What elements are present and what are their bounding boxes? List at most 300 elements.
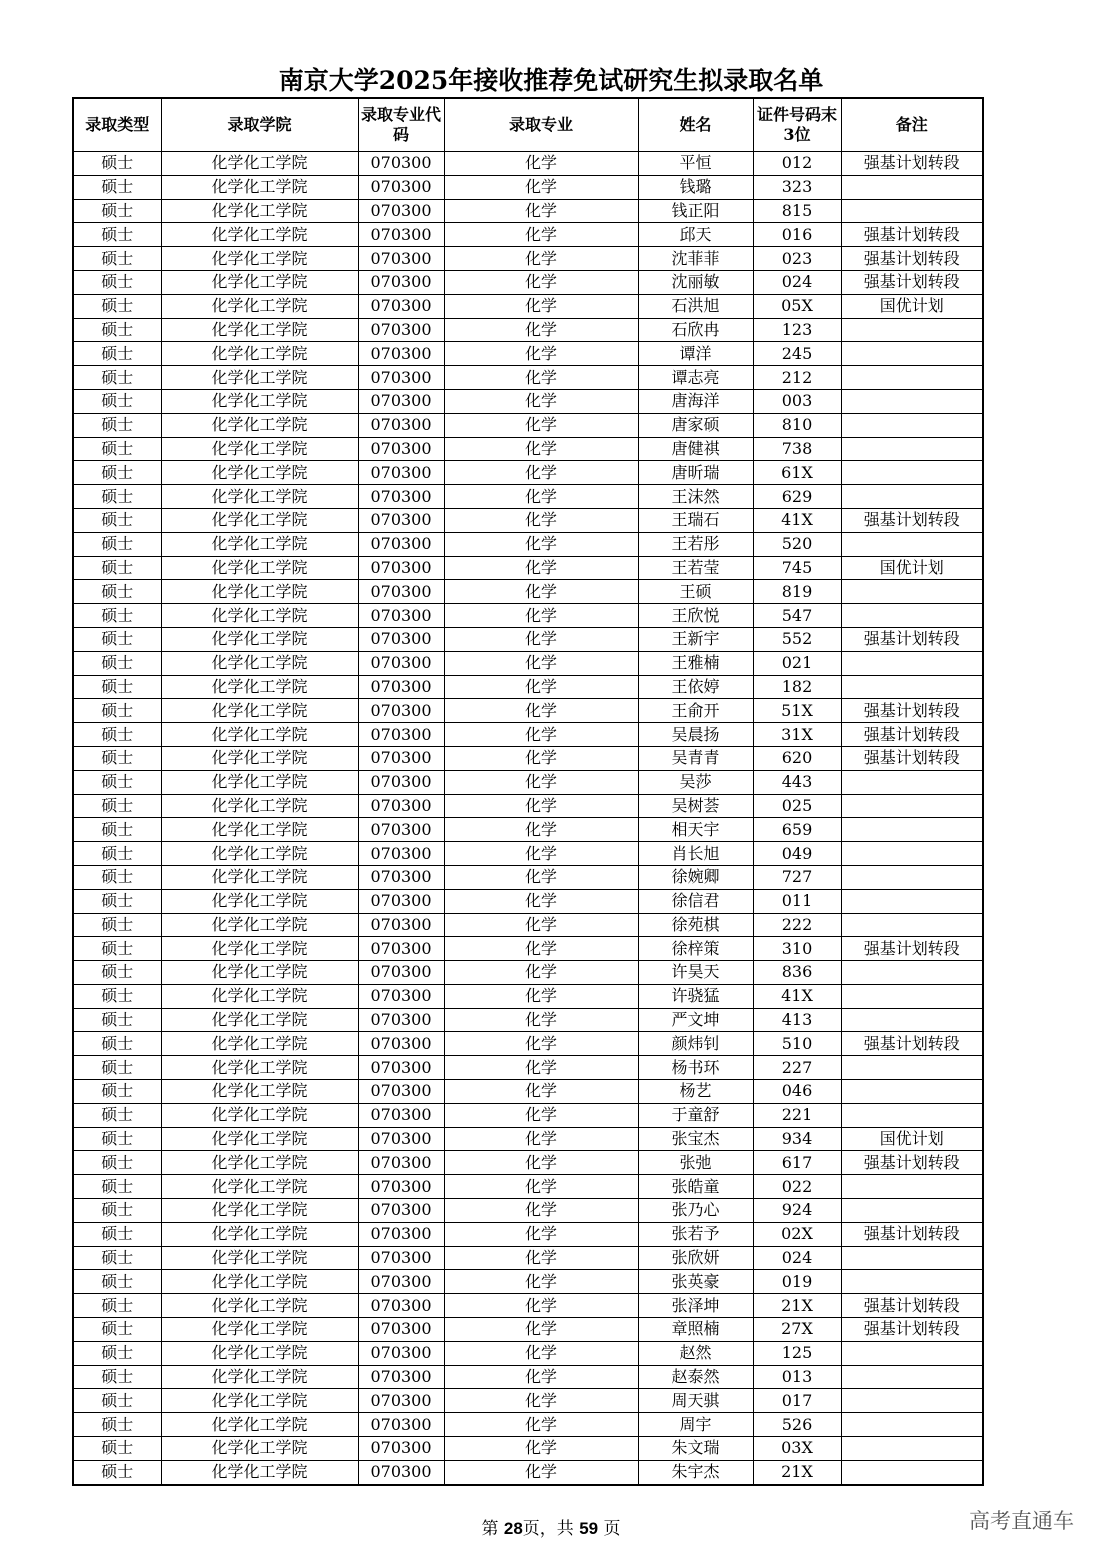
cell-major-code: 070300: [358, 199, 444, 223]
cell-major-code: 070300: [358, 1175, 444, 1199]
table-row: [73, 937, 983, 961]
cell-major-code: 070300: [358, 699, 444, 723]
cell-major-code: 070300: [358, 794, 444, 818]
cell-remark: [841, 865, 983, 889]
cell-admission-type: 硕士: [73, 508, 161, 532]
cell-major-code: 070300: [358, 175, 444, 199]
cell-major: 化学: [444, 1008, 638, 1032]
cell-remark: [841, 1270, 983, 1294]
cell-major: 化学: [444, 556, 638, 580]
cell-remark: [841, 1008, 983, 1032]
cell-id-last3: 022: [753, 1175, 841, 1199]
cell-college: 化学化工学院: [161, 699, 358, 723]
cell-major-code: 070300: [358, 580, 444, 604]
cell-major-code: 070300: [358, 413, 444, 437]
table-row: [73, 485, 983, 509]
cell-id-last3: 745: [753, 556, 841, 580]
cell-remark: [841, 1365, 983, 1389]
table-row: [73, 389, 983, 413]
table-row: [73, 1341, 983, 1365]
cell-id-last3: 810: [753, 413, 841, 437]
cell-college: 化学化工学院: [161, 651, 358, 675]
table-row: [73, 818, 983, 842]
table-row: [73, 366, 983, 390]
cell-major-code: 070300: [358, 770, 444, 794]
cell-admission-type: 硕士: [73, 937, 161, 961]
cell-major-code: 070300: [358, 342, 444, 366]
cell-id-last3: 323: [753, 175, 841, 199]
table-row: [73, 1460, 983, 1484]
table-row: [73, 1365, 983, 1389]
cell-id-last3: 520: [753, 532, 841, 556]
table-row: [73, 842, 983, 866]
cell-name: 石洪旭: [638, 294, 753, 318]
cell-remark: 强基计划转段: [841, 223, 983, 247]
cell-id-last3: 245: [753, 342, 841, 366]
cell-admission-type: 硕士: [73, 1151, 161, 1175]
cell-id-last3: 003: [753, 389, 841, 413]
cell-name: 吴青青: [638, 746, 753, 770]
cell-major: 化学: [444, 937, 638, 961]
cell-admission-type: 硕士: [73, 175, 161, 199]
cell-name: 王硕: [638, 580, 753, 604]
cell-name: 严文坤: [638, 1008, 753, 1032]
cell-major: 化学: [444, 247, 638, 271]
cell-remark: 强基计划转段: [841, 746, 983, 770]
table-row: [73, 746, 983, 770]
cell-admission-type: 硕士: [73, 1008, 161, 1032]
cell-remark: [841, 175, 983, 199]
cell-major: 化学: [444, 1437, 638, 1461]
cell-college: 化学化工学院: [161, 604, 358, 628]
cell-major: 化学: [444, 389, 638, 413]
cell-college: 化学化工学院: [161, 770, 358, 794]
cell-major-code: 070300: [358, 889, 444, 913]
cell-remark: [841, 1341, 983, 1365]
cell-admission-type: 硕士: [73, 556, 161, 580]
cell-major-code: 070300: [358, 1437, 444, 1461]
cell-name: 张泽坤: [638, 1294, 753, 1318]
cell-id-last3: 019: [753, 1270, 841, 1294]
cell-college: 化学化工学院: [161, 508, 358, 532]
cell-id-last3: 413: [753, 1008, 841, 1032]
cell-major: 化学: [444, 318, 638, 342]
cell-remark: [841, 342, 983, 366]
table-row: [73, 1056, 983, 1080]
cell-admission-type: 硕士: [73, 651, 161, 675]
table-row: [73, 651, 983, 675]
cell-college: 化学化工学院: [161, 247, 358, 271]
table-row: [73, 1103, 983, 1127]
cell-major-code: 070300: [358, 1103, 444, 1127]
cell-major-code: 070300: [358, 675, 444, 699]
cell-admission-type: 硕士: [73, 865, 161, 889]
cell-id-last3: 617: [753, 1151, 841, 1175]
cell-remark: 强基计划转段: [841, 247, 983, 271]
cell-admission-type: 硕士: [73, 152, 161, 176]
cell-major: 化学: [444, 842, 638, 866]
cell-major: 化学: [444, 1032, 638, 1056]
cell-name: 沈丽敏: [638, 270, 753, 294]
cell-remark: 强基计划转段: [841, 270, 983, 294]
table-row: [73, 270, 983, 294]
cell-remark: 强基计划转段: [841, 1032, 983, 1056]
cell-remark: 强基计划转段: [841, 1151, 983, 1175]
cell-college: 化学化工学院: [161, 318, 358, 342]
cell-id-last3: 024: [753, 1246, 841, 1270]
cell-major-code: 070300: [358, 937, 444, 961]
table-row: [73, 294, 983, 318]
cell-name: 张弛: [638, 1151, 753, 1175]
cell-id-last3: 31X: [753, 723, 841, 747]
cell-name: 邱天: [638, 223, 753, 247]
cell-admission-type: 硕士: [73, 413, 161, 437]
cell-college: 化学化工学院: [161, 627, 358, 651]
cell-major: 化学: [444, 818, 638, 842]
cell-remark: [841, 413, 983, 437]
cell-name: 王欣悦: [638, 604, 753, 628]
cell-major: 化学: [444, 604, 638, 628]
cell-remark: [841, 1056, 983, 1080]
cell-college: 化学化工学院: [161, 532, 358, 556]
cell-name: 王雅楠: [638, 651, 753, 675]
table-row: [73, 675, 983, 699]
cell-name: 石欣冉: [638, 318, 753, 342]
cell-major: 化学: [444, 580, 638, 604]
cell-college: 化学化工学院: [161, 1199, 358, 1223]
cell-id-last3: 013: [753, 1365, 841, 1389]
cell-id-last3: 21X: [753, 1460, 841, 1484]
cell-major: 化学: [444, 794, 638, 818]
cell-major-code: 070300: [358, 247, 444, 271]
cell-admission-type: 硕士: [73, 627, 161, 651]
table-row: [73, 1199, 983, 1223]
cell-college: 化学化工学院: [161, 152, 358, 176]
table-row: [73, 1080, 983, 1104]
cell-admission-type: 硕士: [73, 1365, 161, 1389]
table-body: [73, 152, 983, 1485]
cell-college: 化学化工学院: [161, 794, 358, 818]
header-major: 录取专业: [444, 98, 638, 152]
cell-id-last3: 41X: [753, 508, 841, 532]
cell-remark: [841, 1413, 983, 1437]
cell-name: 于童舒: [638, 1103, 753, 1127]
cell-major-code: 070300: [358, 1270, 444, 1294]
table-row: [73, 1270, 983, 1294]
cell-remark: [841, 318, 983, 342]
cell-major-code: 070300: [358, 270, 444, 294]
table-row: [73, 699, 983, 723]
cell-major-code: 070300: [358, 1032, 444, 1056]
cell-major: 化学: [444, 723, 638, 747]
table-row: [73, 1318, 983, 1342]
cell-admission-type: 硕士: [73, 342, 161, 366]
table-row: [73, 794, 983, 818]
table-row: [73, 1175, 983, 1199]
cell-id-last3: 016: [753, 223, 841, 247]
footer-prefix: 第: [481, 1519, 499, 1539]
cell-college: 化学化工学院: [161, 842, 358, 866]
cell-major: 化学: [444, 1103, 638, 1127]
cell-admission-type: 硕士: [73, 1080, 161, 1104]
cell-remark: 国优计划: [841, 1127, 983, 1151]
cell-name: 王沫然: [638, 485, 753, 509]
header-name: 姓名: [638, 98, 753, 152]
table-row: [73, 913, 983, 937]
cell-major: 化学: [444, 889, 638, 913]
cell-admission-type: 硕士: [73, 294, 161, 318]
cell-name: 张欣妍: [638, 1246, 753, 1270]
cell-major: 化学: [444, 699, 638, 723]
header-college: 录取学院: [161, 98, 358, 152]
cell-major: 化学: [444, 532, 638, 556]
cell-major-code: 070300: [358, 556, 444, 580]
cell-major-code: 070300: [358, 1151, 444, 1175]
cell-major: 化学: [444, 1460, 638, 1484]
cell-college: 化学化工学院: [161, 1080, 358, 1104]
cell-remark: [841, 1175, 983, 1199]
cell-major-code: 070300: [358, 865, 444, 889]
cell-major: 化学: [444, 913, 638, 937]
cell-remark: 强基计划转段: [841, 1318, 983, 1342]
cell-major: 化学: [444, 1056, 638, 1080]
cell-major-code: 070300: [358, 318, 444, 342]
cell-college: 化学化工学院: [161, 437, 358, 461]
cell-admission-type: 硕士: [73, 604, 161, 628]
cell-major-code: 070300: [358, 485, 444, 509]
cell-major: 化学: [444, 461, 638, 485]
cell-major-code: 070300: [358, 842, 444, 866]
cell-admission-type: 硕士: [73, 199, 161, 223]
table-header-row: [73, 98, 983, 152]
cell-name: 张宝杰: [638, 1127, 753, 1151]
cell-college: 化学化工学院: [161, 1341, 358, 1365]
cell-admission-type: 硕士: [73, 961, 161, 985]
table-row: [73, 984, 983, 1008]
cell-remark: [841, 199, 983, 223]
cell-major-code: 070300: [358, 437, 444, 461]
cell-remark: [841, 1103, 983, 1127]
cell-remark: 强基计划转段: [841, 699, 983, 723]
cell-name: 钱正阳: [638, 199, 753, 223]
cell-name: 颜炜钊: [638, 1032, 753, 1056]
cell-id-last3: 017: [753, 1389, 841, 1413]
cell-admission-type: 硕士: [73, 1175, 161, 1199]
cell-remark: [841, 794, 983, 818]
cell-remark: [841, 1389, 983, 1413]
cell-major-code: 070300: [358, 1389, 444, 1413]
cell-major-code: 070300: [358, 746, 444, 770]
cell-major: 化学: [444, 294, 638, 318]
cell-college: 化学化工学院: [161, 1175, 358, 1199]
cell-college: 化学化工学院: [161, 746, 358, 770]
cell-college: 化学化工学院: [161, 1056, 358, 1080]
table-row: [73, 961, 983, 985]
cell-name: 唐昕瑞: [638, 461, 753, 485]
cell-name: 王依婷: [638, 675, 753, 699]
header-id-last3: 证件号码末3位: [753, 98, 841, 152]
cell-admission-type: 硕士: [73, 1389, 161, 1413]
cell-major-code: 070300: [358, 1056, 444, 1080]
cell-id-last3: 227: [753, 1056, 841, 1080]
footer-middle: 页，共: [522, 1519, 574, 1539]
cell-major-code: 070300: [358, 651, 444, 675]
cell-major: 化学: [444, 746, 638, 770]
cell-remark: [841, 461, 983, 485]
cell-admission-type: 硕士: [73, 389, 161, 413]
cell-name: 徐苑棋: [638, 913, 753, 937]
cell-major: 化学: [444, 1318, 638, 1342]
cell-college: 化学化工学院: [161, 889, 358, 913]
header-major-code: 录取专业代码: [358, 98, 444, 152]
table-row: [73, 1246, 983, 1270]
cell-admission-type: 硕士: [73, 485, 161, 509]
cell-major: 化学: [444, 1413, 638, 1437]
cell-id-last3: 620: [753, 746, 841, 770]
cell-name: 王新宇: [638, 627, 753, 651]
cell-major: 化学: [444, 865, 638, 889]
cell-id-last3: 310: [753, 937, 841, 961]
cell-admission-type: 硕士: [73, 318, 161, 342]
cell-remark: [841, 961, 983, 985]
cell-id-last3: 123: [753, 318, 841, 342]
cell-id-last3: 046: [753, 1080, 841, 1104]
cell-id-last3: 443: [753, 770, 841, 794]
cell-college: 化学化工学院: [161, 984, 358, 1008]
cell-college: 化学化工学院: [161, 818, 358, 842]
cell-major: 化学: [444, 1270, 638, 1294]
table-row: [73, 1437, 983, 1461]
cell-remark: 强基计划转段: [841, 627, 983, 651]
cell-major: 化学: [444, 651, 638, 675]
cell-id-last3: 836: [753, 961, 841, 985]
cell-id-last3: 025: [753, 794, 841, 818]
cell-college: 化学化工学院: [161, 1365, 358, 1389]
cell-college: 化学化工学院: [161, 1151, 358, 1175]
cell-college: 化学化工学院: [161, 389, 358, 413]
table-row: [73, 604, 983, 628]
cell-name: 谭洋: [638, 342, 753, 366]
cell-id-last3: 049: [753, 842, 841, 866]
cell-admission-type: 硕士: [73, 1270, 161, 1294]
cell-remark: 国优计划: [841, 556, 983, 580]
cell-name: 唐海洋: [638, 389, 753, 413]
cell-college: 化学化工学院: [161, 961, 358, 985]
cell-name: 王若彤: [638, 532, 753, 556]
cell-college: 化学化工学院: [161, 461, 358, 485]
cell-name: 张若予: [638, 1222, 753, 1246]
cell-college: 化学化工学院: [161, 1413, 358, 1437]
cell-major: 化学: [444, 1199, 638, 1223]
cell-id-last3: 02X: [753, 1222, 841, 1246]
cell-remark: [841, 889, 983, 913]
cell-admission-type: 硕士: [73, 1437, 161, 1461]
cell-admission-type: 硕士: [73, 1199, 161, 1223]
cell-admission-type: 硕士: [73, 770, 161, 794]
cell-admission-type: 硕士: [73, 1460, 161, 1484]
cell-major: 化学: [444, 770, 638, 794]
cell-major: 化学: [444, 437, 638, 461]
cell-id-last3: 012: [753, 152, 841, 176]
cell-admission-type: 硕士: [73, 1341, 161, 1365]
cell-admission-type: 硕士: [73, 532, 161, 556]
cell-major-code: 070300: [358, 532, 444, 556]
cell-name: 周宇: [638, 1413, 753, 1437]
cell-admission-type: 硕士: [73, 1294, 161, 1318]
cell-admission-type: 硕士: [73, 1056, 161, 1080]
cell-name: 赵然: [638, 1341, 753, 1365]
cell-college: 化学化工学院: [161, 937, 358, 961]
cell-college: 化学化工学院: [161, 556, 358, 580]
cell-major-code: 070300: [358, 223, 444, 247]
cell-remark: [841, 675, 983, 699]
cell-major-code: 070300: [358, 461, 444, 485]
cell-id-last3: 212: [753, 366, 841, 390]
table-row: [73, 413, 983, 437]
cell-id-last3: 023: [753, 247, 841, 271]
cell-name: 朱宇杰: [638, 1460, 753, 1484]
cell-major-code: 070300: [358, 152, 444, 176]
cell-major: 化学: [444, 1175, 638, 1199]
cell-name: 唐健祺: [638, 437, 753, 461]
cell-college: 化学化工学院: [161, 675, 358, 699]
cell-id-last3: 629: [753, 485, 841, 509]
cell-college: 化学化工学院: [161, 413, 358, 437]
cell-major: 化学: [444, 366, 638, 390]
cell-id-last3: 27X: [753, 1318, 841, 1342]
cell-name: 沈菲菲: [638, 247, 753, 271]
cell-id-last3: 125: [753, 1341, 841, 1365]
cell-admission-type: 硕士: [73, 1222, 161, 1246]
cell-major: 化学: [444, 1222, 638, 1246]
cell-name: 平恒: [638, 152, 753, 176]
cell-college: 化学化工学院: [161, 1294, 358, 1318]
cell-admission-type: 硕士: [73, 675, 161, 699]
cell-remark: [841, 1246, 983, 1270]
cell-remark: 强基计划转段: [841, 723, 983, 747]
cell-major-code: 070300: [358, 818, 444, 842]
cell-name: 朱文瑞: [638, 1437, 753, 1461]
cell-name: 吴莎: [638, 770, 753, 794]
cell-major-code: 070300: [358, 1222, 444, 1246]
cell-college: 化学化工学院: [161, 1389, 358, 1413]
cell-major: 化学: [444, 1341, 638, 1365]
cell-major-code: 070300: [358, 366, 444, 390]
cell-name: 赵泰然: [638, 1365, 753, 1389]
cell-id-last3: 934: [753, 1127, 841, 1151]
page-footer: [0, 1514, 1102, 1539]
table-row: [73, 223, 983, 247]
table-row: [73, 770, 983, 794]
cell-remark: 强基计划转段: [841, 152, 983, 176]
cell-id-last3: 510: [753, 1032, 841, 1056]
table-row: [73, 175, 983, 199]
cell-name: 张乃心: [638, 1199, 753, 1223]
cell-name: 吴晨扬: [638, 723, 753, 747]
cell-id-last3: 024: [753, 270, 841, 294]
cell-major: 化学: [444, 1389, 638, 1413]
table-row: [73, 1413, 983, 1437]
cell-admission-type: 硕士: [73, 461, 161, 485]
cell-major-code: 070300: [358, 389, 444, 413]
header-remark: 备注: [841, 98, 983, 152]
cell-major: 化学: [444, 1080, 638, 1104]
cell-major: 化学: [444, 199, 638, 223]
cell-major-code: 070300: [358, 961, 444, 985]
table-row: [73, 1032, 983, 1056]
cell-major: 化学: [444, 627, 638, 651]
cell-admission-type: 硕士: [73, 984, 161, 1008]
